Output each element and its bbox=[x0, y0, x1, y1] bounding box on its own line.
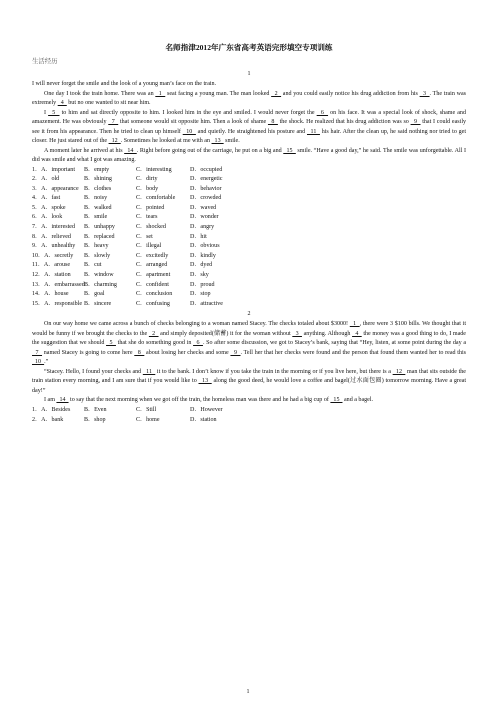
option-d[interactable]: D．energetic bbox=[190, 176, 223, 183]
page-number: 1 bbox=[246, 689, 250, 695]
blank-4[interactable]: 4 bbox=[57, 100, 67, 106]
blank-12[interactable]: 12 bbox=[392, 368, 406, 375]
option-d[interactable]: D．behavior bbox=[190, 185, 222, 192]
option-row bbox=[32, 252, 466, 262]
option-d[interactable]: D．kindly bbox=[190, 252, 216, 259]
blank-2[interactable]: 2 bbox=[148, 330, 159, 337]
passage-number: 1 bbox=[247, 71, 251, 77]
option-c[interactable]: C．illegal bbox=[136, 243, 162, 250]
option-row bbox=[32, 406, 466, 416]
option-c[interactable]: C．home bbox=[136, 416, 160, 423]
option-c[interactable]: C．dirty bbox=[136, 176, 158, 183]
option-b[interactable]: B．sincere bbox=[84, 300, 112, 307]
option-b[interactable]: B．clothes bbox=[84, 185, 112, 192]
option-b[interactable]: B．smile bbox=[84, 214, 108, 221]
passage-paragraph: One day I took the train home. There was an 1 seat facing a young man. The man looked 2 and you could easily notice his drug addiction from his 3 . The train was extremely 4 but no one wanted to sit near him. bbox=[32, 90, 466, 106]
option-row bbox=[32, 213, 466, 223]
option-c[interactable]: C．comfortable bbox=[136, 195, 176, 202]
blank-15[interactable]: 15 bbox=[330, 397, 343, 404]
option-d[interactable]: D．angry bbox=[190, 224, 215, 231]
option-a[interactable]: 10．A．secretly bbox=[32, 252, 74, 259]
blank-9[interactable]: 9 bbox=[230, 349, 241, 356]
option-row bbox=[32, 281, 466, 291]
option-b[interactable]: B．empty bbox=[84, 166, 110, 173]
document-title: 名师指津2012年广东省高考英语完形填空专项训练 bbox=[165, 43, 333, 52]
option-d[interactable]: D．wonder bbox=[190, 214, 219, 221]
option-d[interactable]: D．sky bbox=[190, 272, 209, 279]
option-d[interactable]: D．dyed bbox=[190, 262, 213, 269]
blank-14[interactable]: 14 bbox=[124, 147, 137, 154]
option-d[interactable]: D．However bbox=[190, 406, 223, 413]
option-d[interactable]: D．attractive bbox=[190, 300, 223, 307]
option-c[interactable]: C．excitedly bbox=[136, 252, 169, 259]
option-row bbox=[32, 175, 466, 185]
option-b[interactable]: B．replaced bbox=[84, 233, 115, 240]
passage-1-text bbox=[32, 80, 466, 166]
blank-13[interactable]: 13 bbox=[211, 138, 224, 144]
option-b[interactable]: B．walked bbox=[84, 204, 112, 211]
option-b[interactable]: B．charming bbox=[84, 281, 117, 288]
option-a[interactable]: 1．A．Besides bbox=[32, 406, 71, 413]
option-c[interactable]: C．pointed bbox=[136, 204, 165, 211]
blank-1[interactable]: 1 bbox=[349, 321, 360, 328]
option-b[interactable]: B．Even bbox=[84, 406, 107, 413]
blank-3[interactable]: 3 bbox=[419, 90, 430, 97]
option-a[interactable]: 1．A．important bbox=[32, 166, 75, 173]
blank-4[interactable]: 4 bbox=[352, 330, 362, 337]
passage-1-options bbox=[32, 166, 466, 310]
option-a[interactable]: 13．A．embarrassed bbox=[32, 281, 85, 288]
passage-paragraph: I 5 to him and sat directly opposite to him. I looked him in the eye and smiled. I would never forget the 6 on his face. It was a special look of shock, shame and amazement. He was obviously 7 that someone would sit opposite him. Then a look of shame 8 the shock. He realized that his drug addiction was so 9 that I could easily see it from his appearance. Then he tried to clean up himself 10 and quietly. He straightened his posture and 11 his hair. After the clean up, he said nothing nor tried to get closer. He just stared out of the 12 . Sometimes he looked at me with an 13 smile. bbox=[32, 109, 467, 144]
option-a[interactable]: 15．A．responsible bbox=[32, 300, 83, 307]
option-row bbox=[32, 242, 466, 252]
blank-10[interactable]: 10 bbox=[182, 128, 196, 135]
option-d[interactable]: D．occupied bbox=[190, 166, 223, 173]
option-a[interactable]: 6．A．look bbox=[32, 214, 63, 221]
passage-number: 2 bbox=[247, 311, 251, 318]
option-row bbox=[32, 271, 466, 281]
passage-2-options bbox=[32, 406, 466, 425]
option-c[interactable]: C．Still bbox=[136, 406, 157, 413]
option-row bbox=[32, 204, 466, 214]
option-row bbox=[32, 194, 466, 204]
option-b[interactable]: B．noisy bbox=[84, 195, 108, 202]
option-row bbox=[32, 233, 466, 243]
passage-2-text bbox=[32, 320, 466, 406]
option-c[interactable]: C．apartment bbox=[136, 272, 171, 279]
blank-1[interactable]: 1 bbox=[155, 90, 166, 97]
option-b[interactable]: B．slowly bbox=[84, 252, 111, 259]
option-d[interactable]: D．obvious bbox=[190, 243, 220, 250]
option-d[interactable]: D．stop bbox=[190, 291, 211, 298]
option-b[interactable]: B．shining bbox=[84, 176, 112, 183]
option-d[interactable]: D．station bbox=[190, 416, 217, 423]
option-a[interactable]: 11．A．arouse bbox=[32, 262, 71, 269]
blank-5[interactable]: 5 bbox=[106, 340, 116, 347]
option-a[interactable]: 9．A．unhealthy bbox=[32, 243, 76, 250]
option-c[interactable]: C．confusing bbox=[136, 300, 170, 307]
option-b[interactable]: B．unhappy bbox=[84, 224, 115, 231]
option-a[interactable]: 12．A．station bbox=[32, 272, 71, 279]
option-c[interactable]: C．tears bbox=[136, 214, 158, 221]
option-row bbox=[32, 185, 466, 195]
passage-paragraph: I am 14 to say that the next morning when we got off the train, the homeless man was there and he had a big cup of 15 and a bagel. bbox=[44, 397, 374, 404]
blank-15[interactable]: 15 bbox=[283, 147, 296, 154]
passage-paragraph: I will never forget the smile and the look of a young man’s face on the train. bbox=[32, 81, 217, 87]
blank-3[interactable]: 3 bbox=[292, 330, 302, 337]
option-row bbox=[32, 300, 466, 310]
option-c[interactable]: C．confident bbox=[136, 281, 169, 288]
blank-14[interactable]: 14 bbox=[56, 397, 69, 404]
option-row bbox=[32, 290, 466, 300]
option-c[interactable]: C．conclusion bbox=[136, 291, 173, 298]
option-b[interactable]: B．cut bbox=[84, 262, 102, 269]
option-row bbox=[32, 416, 466, 426]
option-row bbox=[32, 166, 466, 176]
option-d[interactable]: D．waved bbox=[190, 204, 217, 211]
document-page bbox=[32, 42, 466, 425]
option-a[interactable]: 2．A．bank bbox=[32, 416, 64, 423]
blank-8[interactable]: 8 bbox=[267, 119, 278, 125]
blank-10[interactable]: 10 bbox=[32, 359, 45, 366]
option-a[interactable]: 7．A．interested bbox=[32, 224, 75, 231]
option-c[interactable]: C．set bbox=[136, 233, 153, 240]
passage-paragraph: On our way home we came across a bunch of checks belonging to a woman named Stacey. The checks totaled about $3000! 1 , there were 3 $100 bills. We thought that it would be funny if we brought the checks to the 2 and simply deposited(储蓄) it for the woman without 3 anything. Although 4 the money was a good thing to do, I made the suggestion that we should 5 that she do something good in 6 . So after some discussion, we got to Stacey’s bank, saying that “Hey, listen, at some point during the day a 7 named Stacey is going to come here 8 about losing her checks and some 9 . Tell her that her checks were found and the person that found them wanted her to read this 10 .” bbox=[32, 321, 467, 366]
blank-13[interactable]: 13 bbox=[198, 378, 212, 385]
option-a[interactable]: 4．A．fast bbox=[32, 195, 61, 202]
option-b[interactable]: B．window bbox=[84, 272, 114, 279]
option-d[interactable]: D．crowded bbox=[190, 195, 222, 202]
passage-paragraph: “Stacey. Hello, I found your checks and 11 it to the bank. I don’t know if you take the train in the morning or if you live here, but there is a 12 man that sits outside the train station every morning, and I am sure that if you would like to 13 along the good deed, he would love a coffee and bagel(过水面包圈) tomorrow morning. Have a great day!” bbox=[32, 368, 466, 394]
blank-9[interactable]: 9 bbox=[410, 119, 421, 125]
category-label: 生活经历 bbox=[32, 58, 58, 65]
passage-paragraph: A moment later he arrived at his 14 . Right before going out of the carriage, he put on a big and 15 smile. “Have a good day,” he said. The smile was unforgettable. All I did was smile and what I got was amazing. bbox=[32, 147, 467, 163]
option-b[interactable]: B．shop bbox=[84, 416, 106, 423]
option-row bbox=[32, 223, 466, 233]
option-a[interactable]: 8．A．relieved bbox=[32, 233, 71, 240]
blank-11[interactable]: 11 bbox=[142, 368, 156, 375]
option-a[interactable]: 2．A．old bbox=[32, 176, 60, 183]
blank-12[interactable]: 12 bbox=[108, 138, 121, 144]
blank-6[interactable]: 6 bbox=[193, 340, 203, 347]
option-c[interactable]: C．body bbox=[136, 185, 159, 192]
option-c[interactable]: C．arranged bbox=[136, 262, 168, 269]
option-b[interactable]: B．heavy bbox=[84, 243, 109, 250]
option-b[interactable]: B．goal bbox=[84, 291, 105, 298]
option-a[interactable]: 3．A．appearance bbox=[32, 185, 79, 192]
blank-8[interactable]: 8 bbox=[134, 349, 145, 356]
blank-5[interactable]: 5 bbox=[48, 109, 60, 116]
option-a[interactable]: 5．A．spoke bbox=[32, 204, 66, 211]
option-row bbox=[32, 261, 466, 271]
blank-7[interactable]: 7 bbox=[32, 349, 43, 356]
option-a[interactable]: 14．A．house bbox=[32, 291, 69, 298]
option-d[interactable]: D．proud bbox=[190, 281, 215, 288]
option-c[interactable]: C．interesting bbox=[136, 166, 172, 173]
option-c[interactable]: C．shocked bbox=[136, 224, 166, 231]
blank-2[interactable]: 2 bbox=[271, 90, 282, 97]
option-d[interactable]: D．hit bbox=[190, 233, 207, 240]
blank-11[interactable]: 11 bbox=[306, 128, 320, 135]
blank-7[interactable]: 7 bbox=[108, 119, 119, 125]
blank-6[interactable]: 6 bbox=[316, 109, 329, 116]
